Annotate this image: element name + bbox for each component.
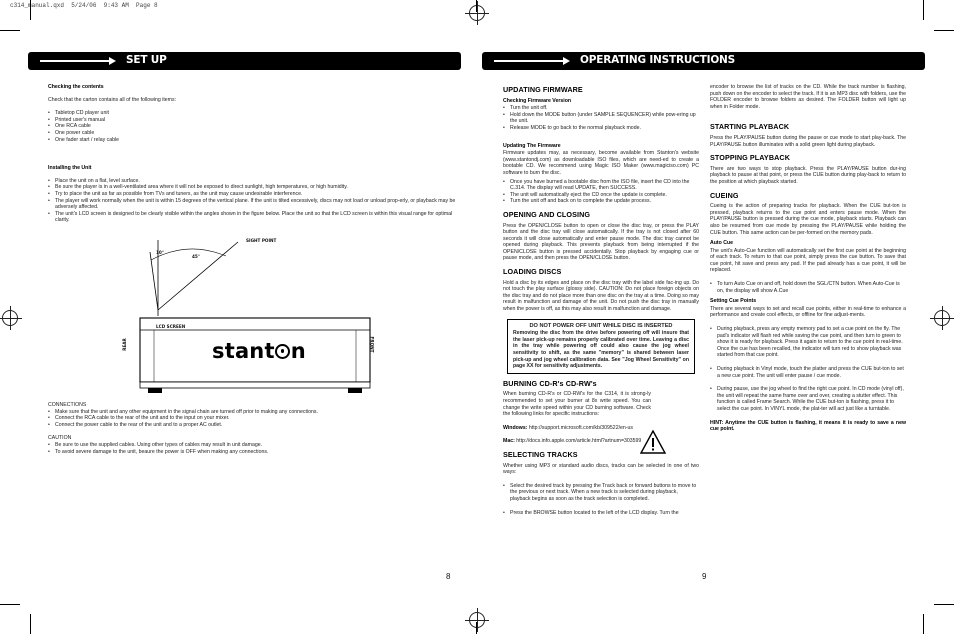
list-item: • During playback, press any empty memory pad to set a cue point on the fly. The pad's indicator will flash red while saving the cue point, and then turn to green to show it is ready for playback. Press it again to return to the cue point in real-time. Once the cue has been recalled, the indicator will turn red to show playback was started from that cue point. xyxy=(710,326,906,359)
windows-link-line xyxy=(503,425,699,432)
list-item: • Turn the unit off and back on to complete the update process. xyxy=(503,198,699,205)
paragraph: Hold a disc by its edges and place on the disc tray with the label side fac-ing up. Do not touch the play surface (glossy side). CAUTION: Do not place foreign objects on the disc tray and do not place more than one disc on the tray at a time. Doing so may result in malfunction and damage of the unit. Do not push the disc tray in manually when the power is off, as this may also result in malfunction and damage. xyxy=(503,279,699,313)
list-item: • One fader start / relay cable xyxy=(48,137,456,144)
registration-mark-bottom xyxy=(469,612,485,628)
list-item: • Be sure to use the supplied cables. Using other types of cables may result in unit damage. xyxy=(48,442,456,449)
section-title: SELECTING TRACKS xyxy=(503,449,578,459)
mac-link[interactable]: http://docs.info.apple.com/article.html?artnum=303599 xyxy=(516,438,642,445)
section-title: OPENING AND CLOSING xyxy=(503,209,591,219)
paragraph: The unit's Auto-Cue function will automatically set the first cue point at the beginning of each track. To return to that cue point, simply press the cue button. To save that cue point, hit save and press any pad. If the pad already has a cue point, it will be replaced. xyxy=(710,247,906,274)
banner-title: OPERATING INSTRUCTIONS xyxy=(580,54,736,66)
mac-link-line xyxy=(503,438,699,445)
paragraph: Press the PLAY/PAUSE button during the pause or cue mode to start play-back. The PLAY/PAUSE button illuminates with a solid green light during playback. xyxy=(710,134,906,148)
crop-mark xyxy=(30,614,31,634)
arrow-icon xyxy=(40,60,110,62)
crop-mark xyxy=(0,30,20,31)
angle-label-b: 45° xyxy=(192,254,200,259)
section-title: UPDATING FIRMWARE xyxy=(503,85,583,94)
crop-mark xyxy=(923,0,924,20)
banner-title: SET UP xyxy=(126,54,167,66)
contents-list xyxy=(48,110,456,143)
operating-banner xyxy=(482,52,925,70)
warning-title: DO NOT POWER OFF UNIT WHILE DISC IS INSERTED xyxy=(529,322,673,329)
paragraph: Press the OPEN/CLOSE button to open or close the disc tray, or press the PLAY button and the disc tray will close automatically. If the tray is not closed after 60 seconds it will close automatically and enter pause mode. The disc tray cannot be opened during playback. This prevents playback from being interrupted if the OPEN/CLOSE button is pressed accidentally. Stop playback by engaging cue or pause mode, and then press the OPEN/CLOSE button. xyxy=(503,222,699,262)
warning-box xyxy=(507,319,695,374)
connections-list xyxy=(48,409,456,429)
list-item: • Select the desired track by pressing the Track back or forward buttons to move to the previous or next track. When a new track is selected during playback, playback begins as soon as the track selection is completed. xyxy=(503,483,699,503)
windows-label: Windows: xyxy=(503,424,528,431)
caution-title: CAUTION xyxy=(48,435,72,442)
arrow-icon xyxy=(494,60,564,62)
crop-mark xyxy=(923,614,924,634)
list-item: • Hold down the MODE button (under SAMPLE SEQUENCER) while pow-ering up the unit. xyxy=(503,112,699,125)
list-item: • Press the BROWSE button located to the left of the LCD display. Turn the xyxy=(503,510,699,517)
paragraph: encoder to browse the list of tracks on the CD. While the track number is flashing, push down on the encoder to select the track. If it is an MP3 disc with folders, use the FOLDER encoder to browse folders as desired. The FOLDER button will light up when in Folder mode. xyxy=(710,84,906,110)
crop-mark xyxy=(934,30,954,31)
subsection-title: Checking Firmware Version xyxy=(503,97,572,104)
list-item: • The player will work normally when the unit is within 15 degrees of the vertical plane. If the unit is tilted excessively, discs may not load or unload prop-erly, or playback may be adversely affected. xyxy=(48,198,456,211)
subsection-title: Auto Cue xyxy=(710,240,734,247)
list-item: • One RCA cable xyxy=(48,123,456,130)
list-item: • Place the unit on a flat, level surface. xyxy=(48,178,456,185)
page-number-left: 8 xyxy=(446,572,451,581)
paragraph: There are several ways to set and recall cue points, either in real-time to enhance a performance and create cool effects, or offline for fine adjust-ments. xyxy=(710,305,906,319)
operating-column-2 xyxy=(710,84,906,435)
crop-mark xyxy=(934,604,954,605)
registration-mark-right xyxy=(934,310,950,326)
stanton-logo: stant n xyxy=(212,339,306,363)
rear-label: REAR xyxy=(121,338,127,351)
list-item: • Release MODE to go back to the normal playback mode. xyxy=(503,125,699,132)
list-item: • Once you have burned a bootable disc from the ISO file, insert the CD into the C.314. The display will read UPDATE, then SUCCESS. xyxy=(503,179,699,192)
list-item: • Printed user's manual xyxy=(48,117,456,124)
checking-intro: Check that the carton contains all of the following items: xyxy=(48,96,177,103)
angle-label-a: 10° xyxy=(156,250,164,255)
connections-column xyxy=(48,402,456,457)
windows-link[interactable]: http://support.microsoft.com/kb/309522/en-us xyxy=(528,424,633,431)
list-item: • Connect the RCA cable to the rear of the unit and to the input on your mixer. xyxy=(48,415,456,422)
list-item: • Be sure the player is in a well-ventilated area where it will not be exposed to direct sunlight, high temperatures, or high humidity. xyxy=(48,184,456,191)
setup-banner xyxy=(28,52,461,70)
connections-title: CONNECTIONS xyxy=(48,402,87,408)
viewing-angle-figure xyxy=(118,232,388,400)
registration-mark-top xyxy=(469,5,485,21)
page-number-right: 9 xyxy=(702,572,707,581)
list-item: • To avoid severe damage to the unit, beaure the power is OFF when making any connections. xyxy=(48,449,456,456)
list-item: • Try to place the unit as far as possible from TVs and tuners, as the unit may cause undesirable interference. xyxy=(48,191,456,198)
warning-triangle-icon xyxy=(640,430,666,454)
registration-mark-left xyxy=(2,310,18,326)
list-item: • Make sure that the unit and any other equipment in the signal chain are turned off prior to making any connections. xyxy=(48,409,456,416)
center-crop-mark xyxy=(476,622,477,634)
hint-text: HINT: Anytime the CUE button is flashing, it means it is ready to save a new cue point. xyxy=(710,419,906,433)
setup-column xyxy=(48,80,456,226)
list-item: • Turn the unit off. xyxy=(503,105,699,112)
paragraph: There are two ways to stop playback. Press the PLAY/PAUSE button dur-ing playback to pause at that point, or press the CUE button during play-back to return to the position at which playback started. xyxy=(710,165,906,185)
front-label: FRONT xyxy=(369,336,375,353)
caution-list xyxy=(48,442,456,455)
section-title: STOPPING PLAYBACK xyxy=(710,153,790,163)
section-title: LOADING DISCS xyxy=(503,267,562,277)
warning-text: Removing the disc from the drive before powering off will insure that the laser pick-up remains properly calibrated over time. Leaving a disc in the tray while powering off could also cause the jog wheel sensitivity to shift, as the same "memory" is shared between laser pick-up and jog wheel calibration data. See "Jog Wheel Sensitivity" on page XX for sensitivity adjustments. xyxy=(513,330,689,370)
list-item: • To turn Auto Cue on and off, hold down the SGL/CTN button. When Auto-Cue is on, the display will show A.Cue xyxy=(710,281,906,294)
section-title: STARTING PLAYBACK xyxy=(710,122,790,132)
list-item: • During playback in Vinyl mode, touch the platter and press the CUE but-ton to set a new cue point. The unit will enter pause / cue mode. xyxy=(710,366,906,379)
paragraph: When burning CD-R's or CD-RW's for the C314, it is strong-ly recommended to set your burner at 8x write speed. You can change the write speed within your CD burning software. Check the following links for specific instructions: xyxy=(503,391,651,418)
crop-mark xyxy=(0,604,20,605)
section-title: BURNING CD-R's CD-RW's xyxy=(503,378,597,388)
list-item: • Tabletop CD player unit xyxy=(48,110,456,117)
list-item: • The unit's LCD screen is designed to be clearly visible within the angles shown in the figure below. Place the unit so that the LCD screen is within this visual range for optimal clarity. xyxy=(48,211,456,224)
mac-label: Mac: xyxy=(503,438,515,445)
viewing-angle-diagram xyxy=(118,232,388,400)
subsection-title: Updating The Firmware xyxy=(503,142,561,149)
checking-title: Checking the contents xyxy=(48,84,104,90)
file-slug: c314_manual.qxd 5/24/06 9:43 AM Page 8 xyxy=(10,2,158,9)
operating-column-1 xyxy=(503,80,699,518)
paragraph: Cueing is the action of preparing tracks for playback. When the CUE but-ton is pressed, playback returns to the cue point and enters pause mode. When the PLAY/PAUSE button is pressed during the cue mode, playback starts. Playback can also be resumed from cue mode by pressing the PLAY/PAUSE while holding the CUE button. This same action can be per-formed on the memory pads. xyxy=(710,203,906,236)
sight-point-label: SIGHT POINT xyxy=(246,238,277,243)
lcd-screen-label: LCD SCREEN xyxy=(156,324,186,329)
list-item: • Connect the power cable to the rear of the unit and to a proper AC outlet. xyxy=(48,422,456,429)
list-item: • One power cable xyxy=(48,130,456,137)
installing-list xyxy=(48,178,456,224)
installing-title: Installing the Unit xyxy=(48,165,92,172)
logo-o-icon xyxy=(275,344,290,359)
paragraph: Firmware updates may, as necessary, become available from Stanton's website (www.stantondj.com) as downloadable ISO files, which are need-ed to create a bootable CD. We recommend using Magic ISO Maker (www.magiciso.com) PC software to burn the disc. xyxy=(503,150,699,176)
section-title: CUEING xyxy=(710,190,739,200)
crop-mark xyxy=(30,0,31,20)
center-crop-mark xyxy=(476,0,477,12)
list-item: • During pause, use the jog wheel to find the right cue point. In CD mode (vinyl off), the unit will repeat the same frame over and over, creating a stutter effect. This function is called Frame Search. While the CUE but-ton is flashing, press it to select the cue point. In VINYL mode, the plat-ter will act just like a turntable. xyxy=(710,386,906,412)
paragraph: Whether using MP3 or standard audio discs, tracks can be selected in one of two ways: xyxy=(503,462,699,476)
subsection-title: Setting Cue Points xyxy=(710,298,757,305)
list-item: • The unit will automatically eject the CD once the update is complete. xyxy=(503,192,699,199)
